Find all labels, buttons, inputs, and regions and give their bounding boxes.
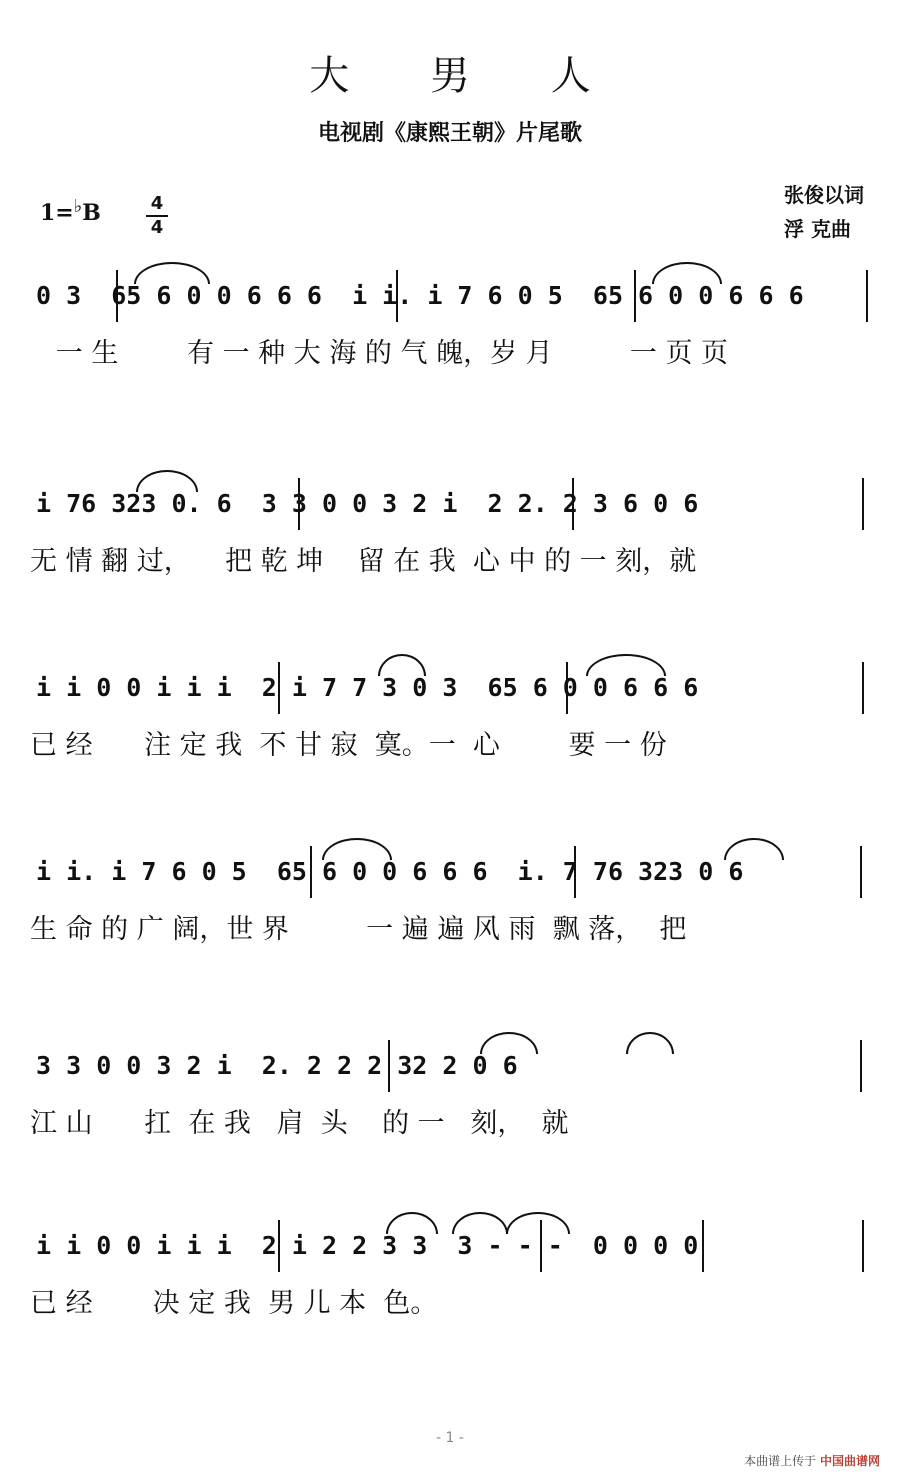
lyrics-line: 已 经 注 定 我 不 甘 寂 寞。一 心 要 一 份	[30, 730, 667, 761]
lyrics-line: 无 情 翻 过， 把 乾 坤 留 在 我 心 中 的 一 刻，就	[30, 546, 697, 577]
score-system-3	[0, 668, 900, 788]
notation-line: i 76 323 0. 6 3 3 0 0 3 2 i 2 2. 2 3 6 0 6	[36, 489, 699, 518]
notation-line: 0 3 65 6 0 0 6 6 6 i i. i 7 6 0 5 65 6 0 0 6 6 6	[36, 281, 804, 310]
slur	[378, 654, 426, 676]
notation-line: 3 3 0 0 3 2 i 2. 2 2 2 32 2 0 6	[36, 1051, 518, 1080]
score-system-6	[0, 1226, 900, 1346]
barline	[866, 270, 868, 322]
time-signature-bottom: 4	[150, 217, 164, 238]
slur	[506, 1212, 570, 1234]
barline	[572, 478, 574, 530]
slur	[452, 1212, 508, 1234]
barline	[634, 270, 636, 322]
key-prefix: 1=	[40, 200, 74, 226]
notation-line: i i 0 0 i i i 2 i 2 2 3 3 3 - - - 0 0 0 0	[36, 1231, 699, 1260]
footer-credit	[744, 1452, 880, 1469]
barline	[298, 478, 300, 530]
slur	[134, 262, 210, 284]
barline	[396, 270, 398, 322]
barline	[862, 662, 864, 714]
score-system-1	[0, 276, 900, 396]
slur	[322, 838, 392, 860]
barline	[116, 270, 118, 322]
time-signature	[146, 194, 168, 238]
key-signature	[40, 196, 101, 226]
time-signature-top: 4	[150, 193, 164, 214]
barline	[574, 846, 576, 898]
lyrics-line: 已 经 决 定 我 男 儿 本 色。	[30, 1288, 438, 1319]
page-number: - 1 -	[436, 1430, 464, 1446]
barline	[860, 1040, 862, 1092]
upload-text: 本曲谱上传于	[744, 1454, 817, 1468]
score-system-5	[0, 1046, 900, 1166]
slur	[586, 654, 666, 676]
slur	[652, 262, 722, 284]
barline	[862, 478, 864, 530]
song-subtitle: 电视剧《康熙王朝》片尾歌	[317, 121, 582, 146]
barline	[310, 846, 312, 898]
barline	[388, 1040, 390, 1092]
credits	[784, 178, 864, 246]
barline	[702, 1220, 704, 1272]
song-title: 大 男 人	[309, 53, 625, 99]
lyrics-line: 一 生 有 一 种 大 海 的 气 魄，岁 月 一 页 页	[30, 338, 729, 369]
composer-credit: 浮 克曲	[784, 217, 851, 241]
lyricist-credit: 张俊以词	[784, 183, 864, 207]
barline	[566, 662, 568, 714]
slur	[386, 1212, 438, 1234]
slur	[136, 470, 198, 492]
barline	[860, 846, 862, 898]
barline	[278, 1220, 280, 1272]
notation-line: i i. i 7 6 0 5 65 6 0 0 6 6 6 i. 7 76 323 0 6	[36, 857, 744, 886]
slur	[724, 838, 784, 860]
slur	[480, 1032, 538, 1054]
score-system-2	[0, 484, 900, 604]
lyrics-line: 生 命 的 广 阔，世 界 一 遍 遍 风 雨 飘 落， 把	[30, 914, 687, 945]
flat-icon: ♭	[73, 196, 83, 217]
slur	[626, 1032, 674, 1054]
barline	[862, 1220, 864, 1272]
notation-line: i i 0 0 i i i 2 i 7 7 3 0 3 65 6 0 0 6 6 6	[36, 673, 699, 702]
site-logo-text[interactable]: 中国曲谱网	[819, 1454, 880, 1468]
lyrics-line: 江 山 扛 在 我 肩 头 的 一 刻， 就	[30, 1108, 569, 1139]
key-note: B	[82, 200, 101, 226]
barline	[278, 662, 280, 714]
score-system-4	[0, 852, 900, 972]
